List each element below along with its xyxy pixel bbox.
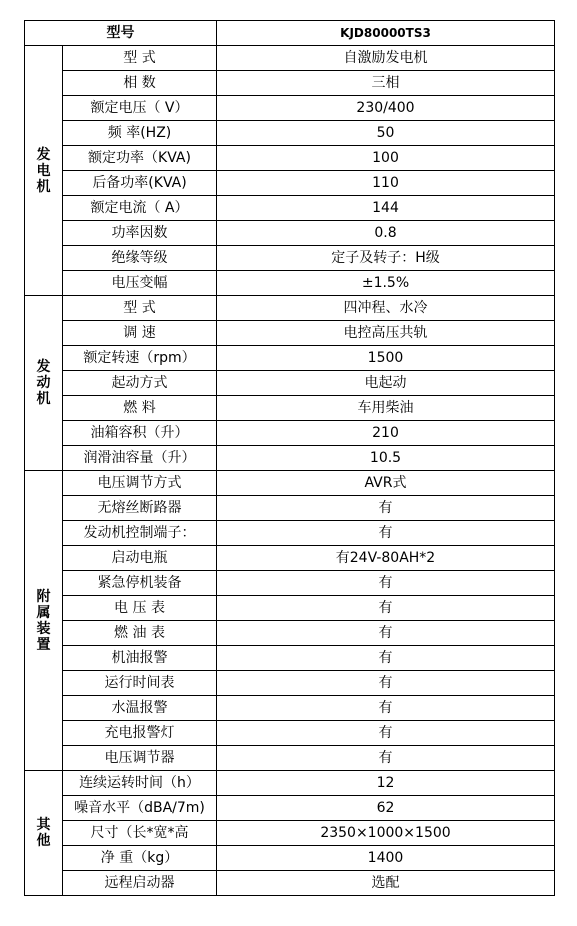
spec-table <box>24 20 555 896</box>
spec-row <box>25 146 555 171</box>
spec-row <box>25 746 555 771</box>
spec-row <box>25 421 555 446</box>
spec-row <box>25 171 555 196</box>
spec-value: 有 <box>217 521 555 546</box>
spec-value: 有 <box>217 696 555 721</box>
section-title-text: 发电机 <box>36 146 51 195</box>
spec-row <box>25 96 555 121</box>
spec-label: 绝缘等级 <box>63 246 217 271</box>
spec-row <box>25 571 555 596</box>
spec-row <box>25 296 555 321</box>
spec-row <box>25 796 555 821</box>
spec-value: 自激励发电机 <box>217 46 555 71</box>
spec-label: 电 压 表 <box>63 596 217 621</box>
spec-row <box>25 396 555 421</box>
spec-value: 10.5 <box>217 446 555 471</box>
spec-row <box>25 346 555 371</box>
model-label: 型号 <box>25 21 217 46</box>
spec-row <box>25 546 555 571</box>
spec-label: 尺寸（长*宽*高 <box>63 821 217 846</box>
spec-label: 燃 油 表 <box>63 621 217 646</box>
spec-value: 1400 <box>217 846 555 871</box>
spec-label: 额定转速（rpm） <box>63 346 217 371</box>
spec-row <box>25 671 555 696</box>
spec-value: 有 <box>217 721 555 746</box>
spec-row <box>25 246 555 271</box>
spec-value: 有 <box>217 646 555 671</box>
spec-label: 连续运转时间（h） <box>63 771 217 796</box>
spec-value: 12 <box>217 771 555 796</box>
spec-label: 额定电流（ A） <box>63 196 217 221</box>
spec-label: 润滑油容量（升） <box>63 446 217 471</box>
spec-row <box>25 71 555 96</box>
spec-row <box>25 46 555 71</box>
spec-label: 频 率(HZ) <box>63 121 217 146</box>
spec-value: 三相 <box>217 71 555 96</box>
spec-value: 电控高压共轨 <box>217 321 555 346</box>
spec-value: 100 <box>217 146 555 171</box>
spec-value: 有 <box>217 671 555 696</box>
spec-value: AVR式 <box>217 471 555 496</box>
spec-row <box>25 271 555 296</box>
spec-label: 充电报警灯 <box>63 721 217 746</box>
spec-label: 电压调节方式 <box>63 471 217 496</box>
spec-row <box>25 771 555 796</box>
spec-label: 燃 料 <box>63 396 217 421</box>
spec-row <box>25 696 555 721</box>
spec-value: ±1.5% <box>217 271 555 296</box>
spec-value: 50 <box>217 121 555 146</box>
spec-row <box>25 821 555 846</box>
section-title <box>25 296 63 471</box>
spec-label: 发动机控制端子： <box>63 521 217 546</box>
spec-label: 机油报警 <box>63 646 217 671</box>
spec-row <box>25 521 555 546</box>
spec-row <box>25 321 555 346</box>
spec-row <box>25 871 555 896</box>
spec-row <box>25 446 555 471</box>
spec-label: 无熔丝断路器 <box>63 496 217 521</box>
spec-label: 相 数 <box>63 71 217 96</box>
section-title-text: 发动机 <box>36 359 51 407</box>
header-row <box>25 21 555 46</box>
spec-value: 2350×1000×1500 <box>217 821 555 846</box>
spec-value: 110 <box>217 171 555 196</box>
spec-value: 0.8 <box>217 221 555 246</box>
spec-row <box>25 471 555 496</box>
spec-value: 有 <box>217 621 555 646</box>
spec-label: 远程启动器 <box>63 871 217 896</box>
spec-label: 运行时间表 <box>63 671 217 696</box>
spec-label: 后备功率(KVA) <box>63 171 217 196</box>
spec-label: 电压调节器 <box>63 746 217 771</box>
spec-label: 水温报警 <box>63 696 217 721</box>
spec-label: 紧急停机装备 <box>63 571 217 596</box>
spec-value: 车用柴油 <box>217 396 555 421</box>
spec-row <box>25 721 555 746</box>
spec-row <box>25 196 555 221</box>
spec-label: 电压变幅 <box>63 271 217 296</box>
spec-row <box>25 371 555 396</box>
section-title-text: 其他 <box>36 817 51 849</box>
spec-label: 额定电压（ V） <box>63 96 217 121</box>
spec-value: 有 <box>217 746 555 771</box>
spec-label: 调 速 <box>63 321 217 346</box>
spec-row <box>25 596 555 621</box>
spec-value: 144 <box>217 196 555 221</box>
spec-value: 选配 <box>217 871 555 896</box>
spec-label: 启动电瓶 <box>63 546 217 571</box>
spec-label: 型 式 <box>63 296 217 321</box>
spec-value: 四冲程、水冷 <box>217 296 555 321</box>
spec-row <box>25 646 555 671</box>
spec-value: 210 <box>217 421 555 446</box>
spec-label: 起动方式 <box>63 371 217 396</box>
spec-value: 有24V-80AH*2 <box>217 546 555 571</box>
spec-row <box>25 846 555 871</box>
spec-label: 净 重（kg） <box>63 846 217 871</box>
spec-value: 230/400 <box>217 96 555 121</box>
spec-label: 油箱容积（升） <box>63 421 217 446</box>
section-title <box>25 771 63 896</box>
section-title <box>25 471 63 771</box>
model-value: KJD80000TS3 <box>217 21 555 46</box>
spec-value: 有 <box>217 596 555 621</box>
spec-value: 定子及转子：H级 <box>217 246 555 271</box>
section-title <box>25 46 63 296</box>
spec-label: 额定功率（KVA) <box>63 146 217 171</box>
spec-row <box>25 496 555 521</box>
spec-label: 功率因数 <box>63 221 217 246</box>
spec-label: 型 式 <box>63 46 217 71</box>
spec-value: 有 <box>217 496 555 521</box>
spec-row <box>25 621 555 646</box>
section-title-text: 附属装置 <box>36 588 51 653</box>
spec-row <box>25 121 555 146</box>
spec-value: 62 <box>217 796 555 821</box>
spec-value: 有 <box>217 571 555 596</box>
spec-row <box>25 221 555 246</box>
spec-value: 1500 <box>217 346 555 371</box>
spec-label: 噪音水平（dBA/7m) <box>63 796 217 821</box>
spec-table-body <box>25 21 555 896</box>
spec-value: 电起动 <box>217 371 555 396</box>
